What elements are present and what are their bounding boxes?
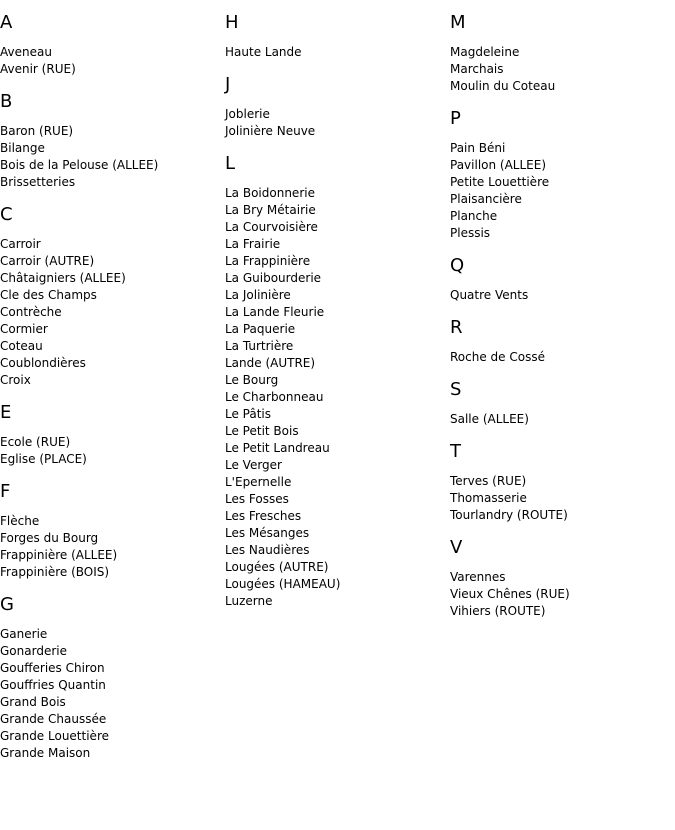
entry-list bbox=[225, 44, 445, 61]
street-entry[interactable]: Brissetteries bbox=[0, 175, 76, 189]
street-entry[interactable]: Le Petit Bois bbox=[225, 424, 299, 438]
street-entry[interactable]: Moulin du Coteau bbox=[450, 79, 556, 93]
letter-heading: R bbox=[450, 317, 463, 338]
letter-group-s bbox=[450, 380, 670, 428]
entry-list bbox=[225, 106, 445, 140]
street-entry[interactable]: Frappinière (ALLEE) bbox=[0, 548, 118, 562]
street-entry[interactable]: Flèche bbox=[0, 514, 40, 528]
street-entry[interactable]: Grand Bois bbox=[0, 695, 66, 709]
index-column-3 bbox=[450, 13, 670, 634]
letter-heading: J bbox=[225, 74, 231, 95]
street-entry[interactable]: Frappinière (BOIS) bbox=[0, 565, 110, 579]
letter-heading: H bbox=[225, 12, 239, 33]
street-entry[interactable]: La Frappinière bbox=[225, 254, 311, 268]
letter-group-m bbox=[450, 13, 670, 95]
street-entry[interactable]: La Boidonnerie bbox=[225, 186, 315, 200]
street-entry[interactable]: Plessis bbox=[450, 226, 491, 240]
letter-heading: F bbox=[0, 481, 11, 502]
street-entry[interactable]: Grande Chaussée bbox=[0, 712, 107, 726]
street-entry[interactable]: Varennes bbox=[450, 570, 506, 584]
entry-list bbox=[450, 473, 670, 524]
street-entry[interactable]: Le Charbonneau bbox=[225, 390, 324, 404]
street-entry[interactable]: Les Mésanges bbox=[225, 526, 310, 540]
street-entry[interactable]: Le Pâtis bbox=[225, 407, 272, 421]
street-entry[interactable]: La Paquerie bbox=[225, 322, 296, 336]
letter-group-e bbox=[0, 403, 220, 468]
letter-heading: P bbox=[450, 108, 461, 129]
street-entry[interactable]: Bois de la Pelouse (ALLEE) bbox=[0, 158, 159, 172]
entry-list bbox=[0, 236, 220, 389]
street-entry[interactable]: La Bry Métairie bbox=[225, 203, 316, 217]
entry-list bbox=[450, 287, 670, 304]
street-entry[interactable]: Les Naudières bbox=[225, 543, 310, 557]
street-entry[interactable]: Carroir (AUTRE) bbox=[0, 254, 95, 268]
entry-list bbox=[450, 411, 670, 428]
letter-group-g bbox=[0, 595, 220, 762]
street-entry[interactable]: Pain Béni bbox=[450, 141, 506, 155]
letter-group-p bbox=[450, 109, 670, 242]
street-entry[interactable]: Lande (AUTRE) bbox=[225, 356, 316, 370]
letter-heading: S bbox=[450, 379, 462, 400]
street-entry[interactable]: Planche bbox=[450, 209, 498, 223]
street-index bbox=[0, 13, 675, 830]
letter-heading: Q bbox=[450, 255, 465, 276]
street-entry[interactable]: Jolinière Neuve bbox=[225, 124, 316, 138]
street-entry[interactable]: Joblerie bbox=[225, 107, 270, 121]
street-entry[interactable]: Petite Louettière bbox=[450, 175, 550, 189]
street-entry[interactable]: Le Bourg bbox=[225, 373, 279, 387]
street-entry[interactable]: La Lande Fleurie bbox=[225, 305, 325, 319]
letter-heading: E bbox=[0, 402, 12, 423]
letter-group-b bbox=[0, 92, 220, 191]
letter-heading: B bbox=[0, 91, 13, 112]
street-entry[interactable]: Coublondières bbox=[0, 356, 86, 370]
entry-list bbox=[0, 513, 220, 581]
letter-group-r bbox=[450, 318, 670, 366]
street-entry[interactable]: Ecole (RUE) bbox=[0, 435, 71, 449]
street-entry[interactable]: Plaisancière bbox=[450, 192, 522, 206]
street-entry[interactable]: Gouffries Quantin bbox=[0, 678, 106, 692]
street-entry[interactable]: La Guibourderie bbox=[225, 271, 322, 285]
letter-group-a bbox=[0, 13, 220, 78]
street-entry[interactable]: Terves (RUE) bbox=[450, 474, 527, 488]
street-entry[interactable]: Cle des Champs bbox=[0, 288, 97, 302]
letter-group-v bbox=[450, 538, 670, 620]
street-entry[interactable]: Aveneau bbox=[0, 45, 52, 59]
letter-heading: G bbox=[0, 594, 14, 615]
street-entry[interactable]: La Courvoisière bbox=[225, 220, 318, 234]
entry-list bbox=[225, 185, 445, 610]
street-entry[interactable]: Goufferies Chiron bbox=[0, 661, 105, 675]
street-entry[interactable]: Avenir (RUE) bbox=[0, 62, 76, 76]
street-entry[interactable]: Baron (RUE) bbox=[0, 124, 74, 138]
letter-group-t bbox=[450, 442, 670, 524]
entry-list bbox=[450, 349, 670, 366]
street-entry[interactable]: Vieux Chênes (RUE) bbox=[450, 587, 570, 601]
street-entry[interactable]: Gonarderie bbox=[0, 644, 67, 658]
letter-group-f bbox=[0, 482, 220, 581]
letter-heading: C bbox=[0, 204, 13, 225]
letter-heading: A bbox=[0, 12, 13, 33]
street-entry[interactable]: Carroir bbox=[0, 237, 41, 251]
street-entry[interactable]: Croix bbox=[0, 373, 31, 387]
street-entry[interactable]: Les Fosses bbox=[225, 492, 289, 506]
street-entry[interactable]: Eglise (PLACE) bbox=[0, 452, 87, 466]
street-entry[interactable]: Châtaigniers (ALLEE) bbox=[0, 271, 126, 285]
street-entry[interactable]: Cormier bbox=[0, 322, 48, 336]
letter-heading: L bbox=[225, 153, 236, 174]
letter-group-h bbox=[225, 13, 445, 61]
letter-heading: V bbox=[450, 537, 463, 558]
street-entry[interactable]: Lougées (HAMEAU) bbox=[225, 577, 341, 591]
street-entry[interactable]: Coteau bbox=[0, 339, 43, 353]
entry-list bbox=[450, 44, 670, 95]
street-entry[interactable]: Vihiers (ROUTE) bbox=[450, 604, 546, 618]
street-entry[interactable]: Tourlandry (ROUTE) bbox=[450, 508, 568, 522]
letter-group-q bbox=[450, 256, 670, 304]
street-entry[interactable]: La Turtrière bbox=[225, 339, 294, 353]
index-column-2 bbox=[225, 13, 445, 624]
entry-list bbox=[0, 123, 220, 191]
entry-list bbox=[0, 626, 220, 762]
street-entry[interactable]: Magdeleine bbox=[450, 45, 520, 59]
street-entry[interactable]: Le Verger bbox=[225, 458, 282, 472]
letter-heading: T bbox=[450, 441, 461, 462]
letter-group-c bbox=[0, 205, 220, 389]
street-entry[interactable]: Luzerne bbox=[225, 594, 273, 608]
street-entry[interactable]: Thomasserie bbox=[450, 491, 527, 505]
street-entry[interactable]: Salle (ALLEE) bbox=[450, 412, 529, 426]
street-entry[interactable]: Contrèche bbox=[0, 305, 62, 319]
entry-list bbox=[450, 140, 670, 242]
street-entry[interactable]: Marchais bbox=[450, 62, 504, 76]
index-column-1 bbox=[0, 13, 220, 776]
street-entry[interactable]: Le Petit Landreau bbox=[225, 441, 330, 455]
street-entry[interactable]: Grande Louettière bbox=[0, 729, 109, 743]
street-entry[interactable]: Forges du Bourg bbox=[0, 531, 99, 545]
street-entry[interactable]: La Frairie bbox=[225, 237, 281, 251]
letter-group-l bbox=[225, 154, 445, 610]
letter-heading: M bbox=[450, 12, 466, 33]
entry-list bbox=[0, 44, 220, 78]
street-entry[interactable]: Grande Maison bbox=[0, 746, 91, 760]
street-entry[interactable]: La Jolinière bbox=[225, 288, 291, 302]
street-entry[interactable]: Pavillon (ALLEE) bbox=[450, 158, 547, 172]
street-entry[interactable]: Roche de Cossé bbox=[450, 350, 545, 364]
street-entry[interactable]: Quatre Vents bbox=[450, 288, 529, 302]
street-entry[interactable]: Bilange bbox=[0, 141, 45, 155]
letter-group-j bbox=[225, 75, 445, 140]
street-entry[interactable]: L'Epernelle bbox=[225, 475, 292, 489]
entry-list bbox=[450, 569, 670, 620]
street-entry[interactable]: Haute Lande bbox=[225, 45, 302, 59]
street-entry[interactable]: Lougées (AUTRE) bbox=[225, 560, 329, 574]
entry-list bbox=[0, 434, 220, 468]
street-entry[interactable]: Les Fresches bbox=[225, 509, 302, 523]
street-entry[interactable]: Ganerie bbox=[0, 627, 48, 641]
